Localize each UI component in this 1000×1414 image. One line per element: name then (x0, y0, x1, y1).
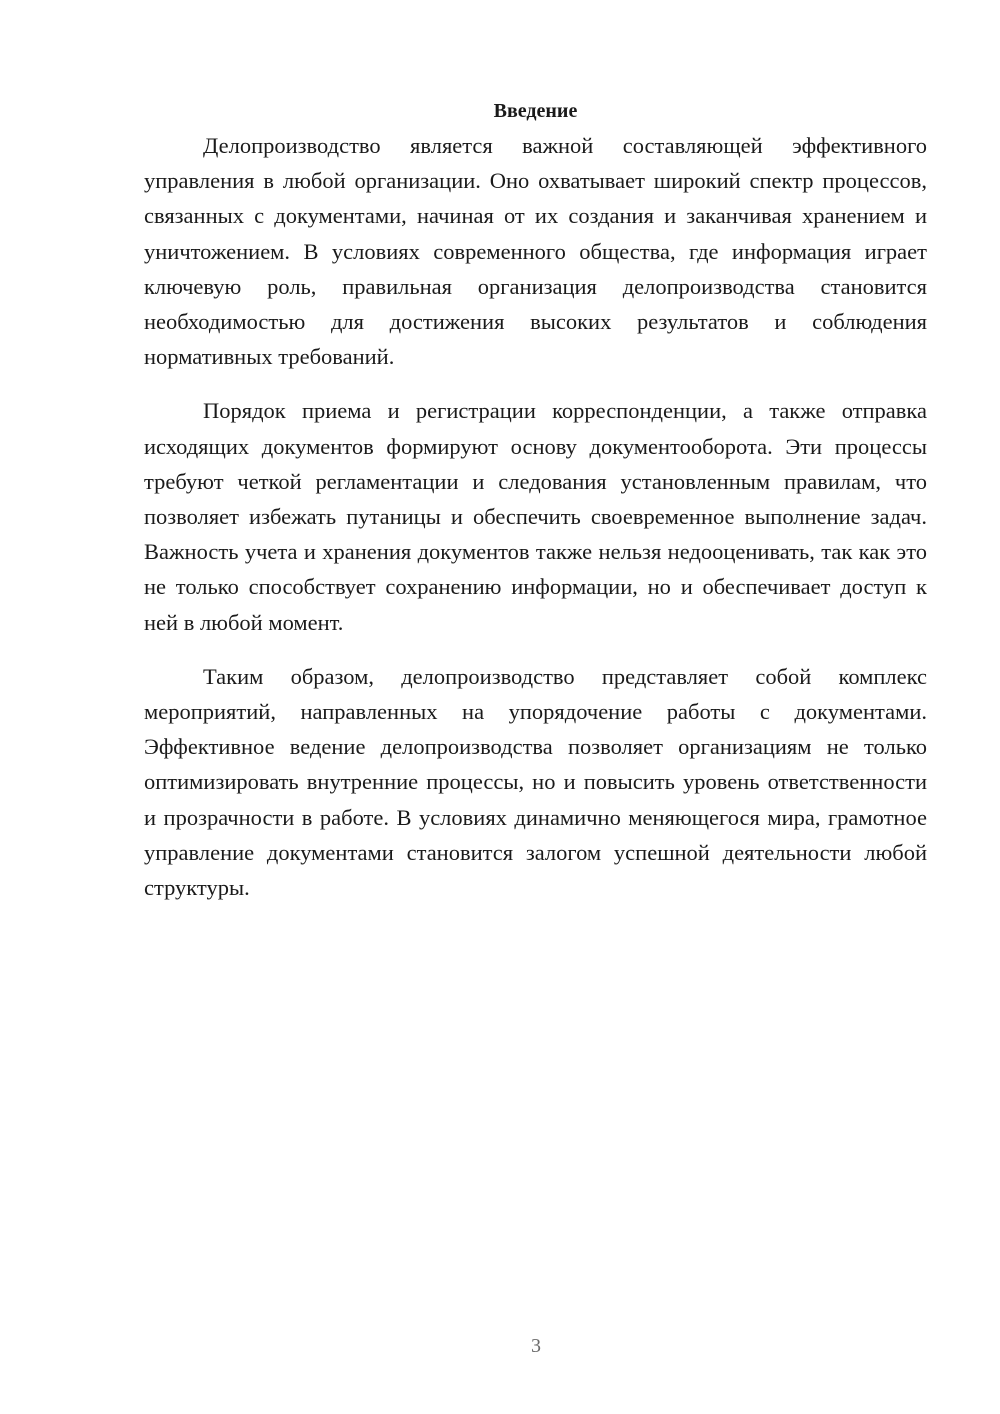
paragraph-1: Делопроизводство является важной составляющей эффективного управления в любой организации. Оно охватывает широкий спектр процессов, связанных с документами, начиная от их создания и заканчивая хранением и уничтожением. В условиях современного общества, где информация играет ключевую роль, правильная организация делопроизводства становится необходимостью для достижения высоких результатов и соблюдения нормативных требований. (144, 133, 927, 370)
section-heading: Введение (493, 100, 578, 122)
page-number: 3 (531, 1335, 541, 1357)
paragraph-2: Порядок приема и регистрации корреспонденции, а также отправка исходящих документов формируют основу документооборота. Эти процессы требуют четкой регламентации и следования установленным правилам, что позволяет избежать путаницы и обеспечить своевременное выполнение задач. Важность учета и хранения документов также нельзя недооценивать, так как это не только способствует сохранению информации, но и обеспечивает доступ к ней в любой момент. (144, 398, 927, 635)
paragraph-3: Таким образом, делопроизводство представляет собой комплекс мероприятий, направленных на упорядочение работы с документами. Эффективное ведение делопроизводства позволяет организациям не только оптимизировать внутренние процессы, но и повысить уровень ответственности и прозрачности в работе. В условиях динамично меняющегося мира, грамотное управление документами становится залогом успешной деятельности любой структуры. (144, 663, 927, 901)
page-content (144, 96, 927, 905)
